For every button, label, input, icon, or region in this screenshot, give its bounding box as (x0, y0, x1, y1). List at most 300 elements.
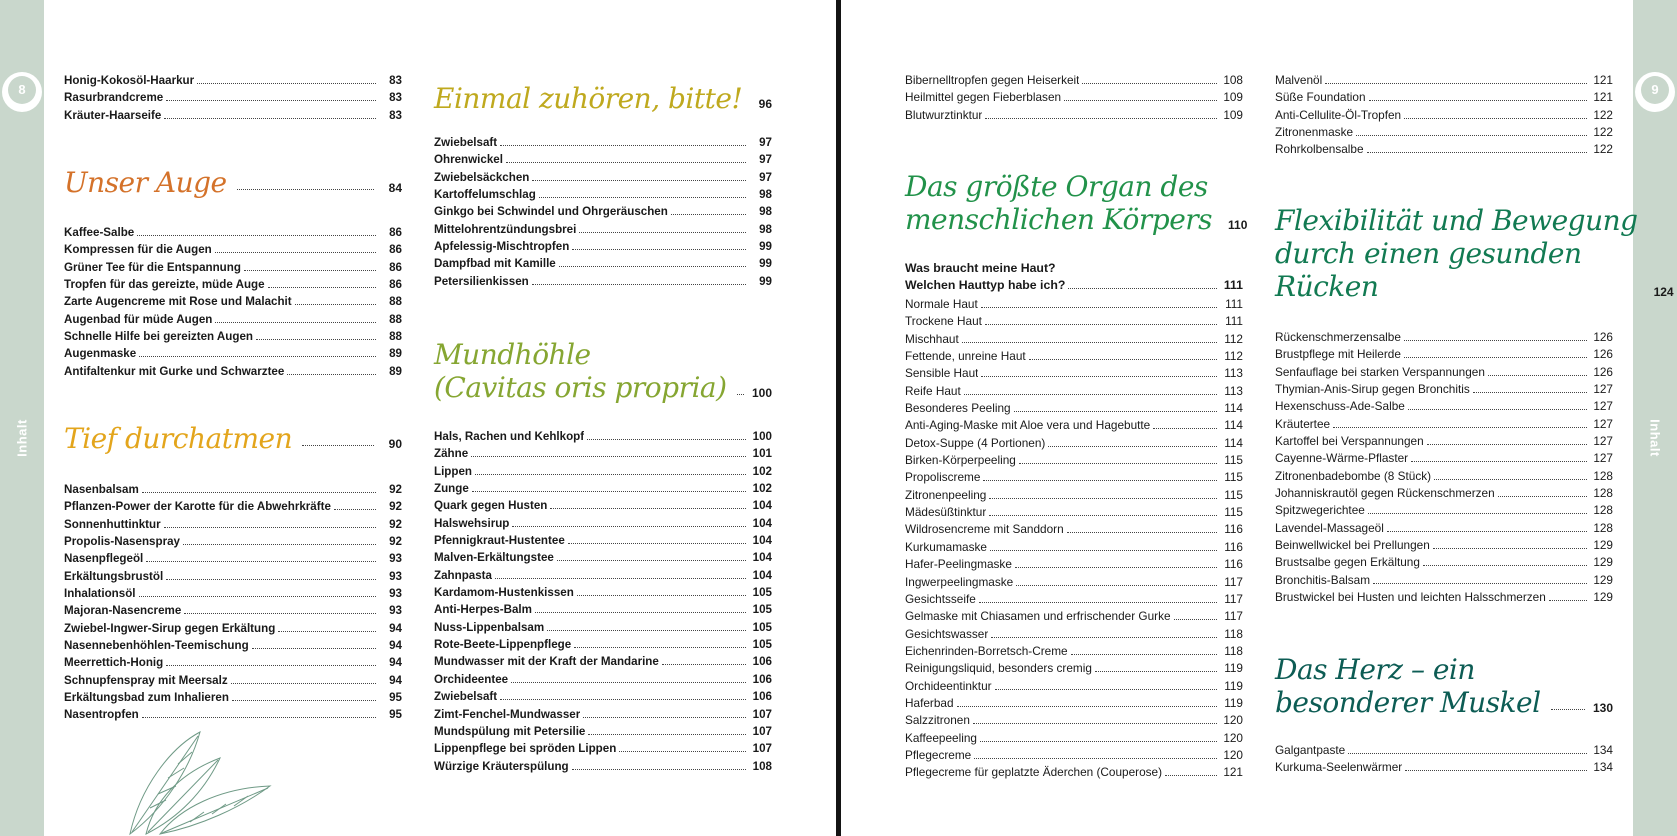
toc-entry-title: Pflanzen-Power der Karotte für die Abwehrkräfte (64, 500, 331, 514)
toc-entry-title: Brustsalbe gegen Erkältung (1275, 555, 1420, 570)
section-heading-line-2: durch einen gesunden (1275, 237, 1582, 270)
toc-entry (905, 417, 1243, 434)
toc-entry-title: Nuss-Lippenbalsam (434, 620, 545, 634)
leader-dots (995, 689, 1217, 690)
toc-entry (64, 533, 402, 550)
toc-entry-title: Heilmittel gegen Fieberblasen (905, 90, 1062, 105)
toc-entry (1275, 572, 1613, 589)
toc-entry-title: Antifaltenkur mit Gurke und Schwarztee (64, 364, 285, 378)
toc-entry-page: 97 (759, 136, 772, 149)
leader-dots (1068, 288, 1217, 289)
toc-entry (64, 311, 402, 328)
leader-dots (964, 394, 1217, 395)
section-heading-line-2: menschlichen Körpers (905, 203, 1213, 236)
toc-entry-title: Dampfbad mit Kamille (434, 257, 556, 271)
toc-subheading-entry: Welchen Hauttyp habe ich? 111 (905, 278, 1243, 293)
toc-entry-page: 118 (1224, 643, 1243, 658)
leader-dots (252, 648, 376, 649)
toc-entry (905, 313, 1243, 330)
toc-entry-page: 94 (389, 639, 402, 653)
toc-entry-page: 134 (1593, 743, 1613, 757)
toc-entry (434, 497, 772, 514)
leader-dots (989, 515, 1217, 516)
leader-dots (287, 374, 376, 375)
toc-entry-title: Blutwurztinktur (905, 107, 983, 122)
toc-entry-page: 98 (759, 222, 772, 236)
toc-entry-page: 120 (1223, 713, 1243, 728)
leader-dots (974, 758, 1217, 759)
leader-dots (1014, 411, 1217, 412)
toc-entry-title: Bibernelltropfen gegen Heiserkeit (905, 73, 1080, 87)
toc-entry-title: Mittelohrentzündungsbrei (434, 222, 577, 236)
toc-entry-title: Normale Haut (905, 297, 978, 311)
toc-entry-page: 99 (759, 240, 772, 254)
toc-entry-page: 114 (1224, 401, 1243, 416)
toc-entry-page: 97 (759, 170, 772, 184)
leader-dots (1433, 548, 1587, 549)
toc-entry-page: 94 (389, 656, 402, 670)
leader-dots (471, 456, 746, 457)
leader-dots (1015, 567, 1217, 568)
toc-entry (434, 567, 772, 584)
toc-entry-page: 118 (1224, 626, 1243, 641)
toc-entry-page: 86 (389, 243, 402, 257)
section-heading-lines (1275, 204, 1638, 303)
toc-entry-title: Ingwerpeelingmaske (905, 574, 1014, 589)
toc-entry-title: Lippen (434, 464, 472, 478)
leader-dots (1404, 118, 1587, 119)
toc-entry-page: 83 (389, 74, 402, 87)
section-heading-line-3: Rücken (1275, 270, 1379, 303)
toc-entry-page: 94 (389, 673, 402, 687)
toc-entry-title: Rasurbrandcreme (64, 91, 164, 105)
haut-subheadings (905, 260, 1243, 295)
toc-entry (905, 591, 1243, 608)
leader-dots (1387, 531, 1587, 532)
toc-entry-page: 86 (389, 278, 402, 292)
section-heading-tief-durchatmen (64, 422, 402, 455)
toc-entry (905, 469, 1243, 486)
toc-entry-page: 104 (752, 534, 772, 548)
section-heading-line-1: Das größte Organ des (905, 170, 1208, 203)
toc-entry-page: 102 (752, 464, 772, 478)
toc-entry-page: 120 (1223, 747, 1243, 762)
leader-dots (232, 700, 376, 701)
toc-entry-page: 121 (1223, 765, 1243, 780)
toc-entry (64, 345, 402, 362)
leader-dots (1369, 100, 1587, 101)
toc-entry (434, 203, 772, 220)
leader-dots (278, 631, 376, 632)
toc-entry-page: 98 (759, 205, 772, 219)
toc-entry (905, 487, 1243, 504)
toc-entry (1275, 124, 1613, 141)
toc-entry-page: 114 (1224, 435, 1243, 450)
toc-entry (905, 296, 1243, 313)
section-page-number: 130 (1592, 701, 1613, 715)
toc-entry-page: 100 (752, 430, 772, 443)
leader-dots (1367, 152, 1587, 153)
leader-dots (500, 145, 746, 146)
leader-dots (302, 445, 374, 446)
toc-entry-title: Inhalationsöl (64, 587, 136, 601)
section-heading-text: Tief durchatmen (64, 422, 293, 455)
leader-dots (572, 249, 746, 250)
toc-entry-page: 88 (389, 295, 402, 309)
leader-dots (1404, 340, 1587, 341)
toc-entry-title: Nasenbalsam (64, 483, 139, 496)
leader-dots (1095, 671, 1217, 672)
toc-entry-page: 104 (752, 551, 772, 565)
toc-entry-page: 92 (389, 483, 402, 496)
toc-entry-title: Propoliscreme (905, 470, 981, 485)
toc-entry (434, 515, 772, 532)
leader-dots (1067, 532, 1217, 533)
toc-entry (64, 293, 402, 310)
toc-entry-page: 129 (1593, 590, 1613, 605)
toc-entry-title: Gesichtswasser (905, 626, 989, 641)
sage-leaf-illustration (120, 728, 280, 836)
toc-entry (905, 348, 1243, 365)
toc-entry-page: 128 (1593, 503, 1613, 518)
toc-entry-page: 111 (1225, 314, 1243, 329)
leader-dots (957, 706, 1217, 707)
leader-dots (231, 683, 376, 684)
toc-entry-title: Eichenrinden-Borretsch-Creme (905, 643, 1068, 658)
leader-dots (985, 324, 1217, 325)
leader-dots (137, 235, 376, 236)
toc-entry-page: 126 (1593, 347, 1613, 362)
toc-entry-title: Bronchitis-Balsam (1275, 572, 1371, 587)
toc-entry-title: Spitzwegerichtee (1275, 503, 1365, 518)
page-number: 9 (1641, 76, 1669, 104)
toc-entry (64, 224, 402, 241)
leader-dots (1071, 654, 1217, 655)
toc-entry-page: 114 (1224, 418, 1243, 433)
toc-entry (1275, 450, 1613, 467)
toc-entry (64, 276, 402, 293)
leader-dots (547, 630, 746, 631)
toc-entry (434, 480, 772, 497)
toc-entry-title: Cayenne-Wärme-Pflaster (1275, 451, 1409, 466)
toc-entry (905, 712, 1243, 729)
toc-entry (434, 619, 772, 636)
leader-dots (1498, 496, 1587, 497)
toc-entry-page: 116 (1224, 539, 1243, 554)
leader-dots (139, 596, 377, 597)
toc-entry (905, 695, 1243, 712)
toc-entry-title: Mundspülung mit Petersilie (434, 724, 586, 738)
toc-entry (905, 365, 1243, 382)
leader-dots (1029, 359, 1217, 360)
toc-entry-title: Kompressen für die Augen (64, 243, 212, 257)
leader-dots (1408, 409, 1587, 410)
toc-entry-page: 93 (389, 552, 402, 566)
toc-entry (64, 706, 402, 723)
leader-dots (973, 723, 1217, 724)
leader-dots (583, 717, 746, 718)
leader-dots (1048, 446, 1217, 447)
leader-dots (166, 579, 376, 580)
leader-dots (472, 491, 746, 492)
toc-entry-page: 127 (1593, 399, 1613, 414)
leader-dots (1411, 461, 1587, 462)
toc-entry-page: 113 (1224, 383, 1243, 398)
toc-entry-page: 117 (1224, 574, 1243, 589)
unser-auge-entry-list (64, 224, 402, 380)
leader-dots (500, 699, 746, 700)
toc-entry-page: 115 (1224, 453, 1243, 468)
toc-entry-title: Erkältungsbad zum Inhalieren (64, 691, 229, 705)
toc-entry-title: Haferbad (905, 695, 954, 710)
toc-entry (1275, 329, 1613, 346)
left-col1-intro-list (64, 72, 402, 124)
leader-dots (1153, 428, 1217, 429)
toc-entry-title: Zwiebel-Ingwer-Sirup gegen Erkältung (64, 621, 276, 635)
toc-entry-page: 88 (389, 330, 402, 344)
leader-dots (983, 480, 1217, 481)
leader-dots (164, 118, 376, 119)
toc-entry-page: 92 (389, 535, 402, 549)
toc-entry (434, 532, 772, 549)
leader-dots (512, 526, 746, 527)
toc-entry-title: Wildrosencreme mit Sanddorn (905, 522, 1064, 537)
toc-entry (434, 151, 772, 168)
leader-dots (671, 214, 746, 215)
section-heading-ruecken (1275, 204, 1674, 303)
leader-dots (334, 509, 376, 510)
toc-entry-title: Grüner Tee für die Entspannung (64, 260, 241, 274)
toc-entry-page: 129 (1593, 538, 1613, 553)
section-heading-line-1: Das Herz – ein (1275, 653, 1475, 686)
toc-entry (64, 568, 402, 585)
toc-entry (434, 758, 772, 775)
toc-entry (64, 72, 402, 89)
toc-entry-title: Nasentropfen (64, 708, 139, 722)
leader-dots (495, 578, 746, 579)
mundhoehle-entry-list (434, 428, 772, 775)
leader-dots (1373, 583, 1587, 584)
toc-entry (1275, 742, 1613, 759)
toc-entry (434, 723, 772, 740)
toc-entry (905, 383, 1243, 400)
leader-dots (268, 287, 376, 288)
toc-entry-page: 89 (389, 364, 402, 378)
toc-entry-page: 119 (1224, 661, 1243, 676)
toc-entry-title: Würzige Kräuterspülung (434, 759, 569, 773)
leader-dots (1325, 83, 1587, 84)
leader-dots (295, 304, 376, 305)
toc-entry (64, 498, 402, 515)
toc-entry (64, 363, 402, 380)
toc-entry (1275, 346, 1613, 363)
leader-dots (559, 266, 746, 267)
leader-dots (737, 394, 744, 395)
toc-entry-title: Beinwellwickel bei Prellungen (1275, 538, 1430, 553)
toc-entry (1275, 554, 1613, 571)
toc-entry-page: 93 (389, 604, 402, 618)
toc-entry-title: Meerrettich-Honig (64, 656, 164, 670)
toc-entry-title: Malvenöl (1275, 73, 1323, 87)
section-heading-herz (1275, 653, 1613, 719)
toc-entry-title: Trockene Haut (905, 314, 982, 329)
leader-dots (142, 717, 376, 718)
toc-entry (1275, 141, 1613, 158)
toc-entry-page: 88 (389, 312, 402, 326)
toc-entry-title: Galgantpaste (1275, 743, 1346, 757)
section-heading-haut (905, 170, 1248, 236)
toc-entry-page: 127 (1593, 416, 1613, 431)
leader-dots (1405, 770, 1587, 771)
toc-entry-title: Augenmaske (64, 347, 137, 361)
toc-entry (64, 672, 402, 689)
toc-entry (64, 654, 402, 671)
toc-entry (434, 186, 772, 203)
toc-entry-title: Anti-Herpes-Balm (434, 603, 532, 617)
toc-entry-page: 111 (1225, 297, 1243, 311)
toc-entry (905, 521, 1243, 538)
toc-entry (434, 671, 772, 688)
toc-entry (434, 428, 772, 445)
toc-entry-title: Kartoffel bei Verspannungen (1275, 434, 1424, 449)
toc-entry-page: 122 (1593, 142, 1613, 157)
toc-entry-page: 126 (1593, 330, 1613, 344)
toc-entry (434, 549, 772, 566)
toc-entry-page: 112 (1224, 331, 1243, 346)
toc-entry-page: 109 (1223, 90, 1243, 105)
toc-entry-page: 104 (752, 499, 772, 513)
leader-dots (1473, 392, 1587, 393)
einmal-zuhoeren-entry-list (434, 134, 772, 290)
toc-entry (1275, 468, 1613, 485)
toc-entry (64, 689, 402, 706)
toc-entry-page: 106 (752, 655, 772, 669)
toc-entry-title: Anti-Cellulite-Öl-Tropfen (1275, 107, 1402, 122)
toc-entry-page: 112 (1224, 349, 1243, 364)
leader-dots (1488, 375, 1587, 376)
toc-entry (64, 481, 402, 498)
toc-entry (1275, 759, 1613, 776)
section-heading-text: Einmal zuhören, bitte! (434, 82, 743, 115)
toc-entry-title: Kartoffelumschlag (434, 188, 536, 202)
toc-entry-title: Lippenpflege bei spröden Lippen (434, 742, 617, 756)
toc-entry (64, 637, 402, 654)
toc-entry (64, 620, 402, 637)
section-page-number: 100 (751, 386, 772, 400)
leader-dots (142, 492, 376, 493)
toc-entry-page: 107 (752, 742, 772, 756)
leader-dots (1174, 619, 1217, 620)
toc-entry-title: Gelmaske mit Chiasamen und erfrischender Gurke (905, 609, 1171, 624)
toc-entry-page: 122 (1593, 107, 1613, 122)
toc-entry (905, 764, 1243, 781)
toc-entry (1275, 416, 1613, 433)
toc-entry-title: Kräuter-Haarseife (64, 108, 162, 122)
toc-entry-page: 106 (752, 672, 772, 686)
toc-entry-page: 121 (1593, 73, 1613, 87)
section-heading-line-2: (Cavitas oris propria) (434, 371, 727, 404)
leader-dots (574, 647, 746, 648)
toc-entry-title: Kaffee-Salbe (64, 226, 135, 239)
toc-entry-title: Kurkumamaske (905, 539, 987, 554)
leader-dots (587, 439, 746, 440)
leader-dots (550, 508, 746, 509)
toc-entry (905, 730, 1243, 747)
toc-entry-title: Pfennigkraut-Hustentee (434, 534, 565, 548)
toc-entry-title: Pflegecreme (905, 747, 972, 762)
toc-entry-title: Ohrenwickel (434, 153, 503, 167)
toc-entry (1275, 381, 1613, 398)
toc-entry (64, 602, 402, 619)
toc-entry-title: Honig-Kokosöl-Haarkur (64, 74, 195, 87)
section-page-number: 124 (1653, 285, 1674, 299)
toc-entry (905, 539, 1243, 556)
leader-dots (237, 189, 374, 190)
toc-entry-title: Ginkgo bei Schwindel und Ohrgeräuschen (434, 205, 668, 219)
toc-entry-title: Zitronenpeeling (905, 487, 987, 502)
toc-entry-title: Zitronenbadebombe (8 Stück) (1275, 468, 1432, 483)
toc-entry (905, 608, 1243, 625)
leader-dots (579, 232, 746, 233)
toc-entry (64, 585, 402, 602)
toc-entry-title: Propolis-Nasenspray (64, 535, 180, 549)
section-heading-einmal-zuhoeren (434, 82, 772, 115)
toc-entry-page: 94 (389, 621, 402, 635)
leader-dots (164, 527, 376, 528)
leader-dots (1082, 83, 1217, 84)
toc-entry (905, 643, 1243, 660)
leader-dots (146, 561, 376, 562)
toc-entry (905, 435, 1243, 452)
toc-entry (434, 238, 772, 255)
toc-entry (905, 678, 1243, 695)
right-page (841, 0, 1677, 836)
toc-entry (434, 636, 772, 653)
toc-entry (905, 747, 1243, 764)
toc-entry-title: Besonderes Peeling (905, 401, 1011, 416)
chapter-tab-label: Inhalt (1647, 419, 1663, 457)
leader-dots (991, 637, 1217, 638)
toc-entry (905, 660, 1243, 677)
toc-entry (1275, 364, 1613, 381)
toc-entry (64, 241, 402, 258)
toc-entry-page: 109 (1223, 107, 1243, 122)
toc-entry-title: Majoran-Nasencreme (64, 604, 182, 618)
toc-entry-title: Zunge (434, 482, 469, 496)
toc-entry-title: Hals, Rachen und Kehlkopf (434, 430, 585, 443)
toc-entry-title: Rohrkolbensalbe (1275, 142, 1364, 157)
leader-dots (506, 162, 746, 163)
toc-entry (1275, 72, 1613, 89)
leader-dots (1016, 585, 1217, 586)
leader-dots (139, 356, 376, 357)
toc-entry-page: 117 (1224, 591, 1243, 606)
toc-entry-page: 104 (752, 516, 772, 530)
toc-entry (1275, 433, 1613, 450)
leader-dots (1551, 709, 1585, 710)
leader-dots (532, 284, 746, 285)
toc-entry (905, 504, 1243, 521)
toc-entry (64, 550, 402, 567)
leader-dots (990, 550, 1217, 551)
toc-entry-page: 107 (752, 707, 772, 721)
leader-dots (981, 307, 1217, 308)
toc-entry (905, 452, 1243, 469)
leader-dots (588, 734, 746, 735)
toc-entry-title: Brustwickel bei Husten und leichten Halsschmerzen (1275, 590, 1546, 605)
leader-dots (980, 741, 1217, 742)
toc-entry-page: 115 (1224, 487, 1243, 502)
